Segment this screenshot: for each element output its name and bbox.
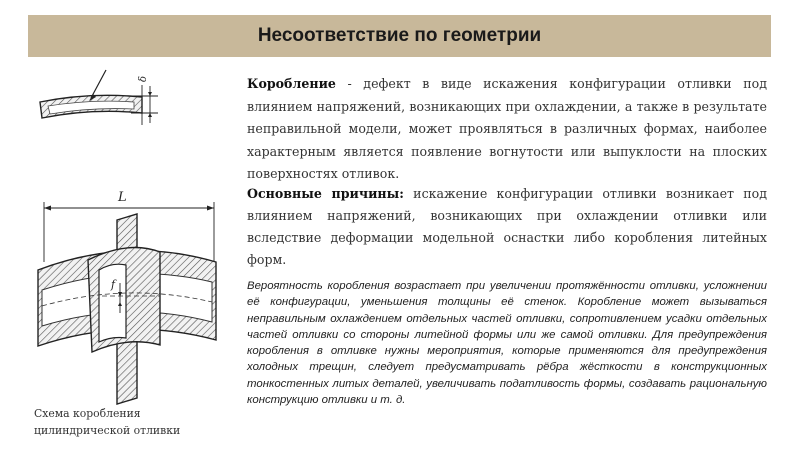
f-label: f bbox=[111, 278, 116, 291]
causes-paragraph bbox=[247, 183, 767, 271]
warped-plate-figure bbox=[40, 70, 158, 125]
L-label: L bbox=[118, 190, 127, 205]
note-paragraph: Вероятность коробления возрастает при увеличении протяжённости отливки, усложнении её конфигурации, уменьшения толщины её стенок. Коробление может вызываться неправильным охлаждением отдельных частей отливки, сопротивлением усадки отдельных частей отливки со стороны литейной формы или же самой отливки. Для предупреждения коробления в отливке нужны мероприятия, которые применяются для предупреждения холодных трещин, следует предусматривать рёбра жёсткости в конструкционных тонкостенных литых деталей, увеличивать податливость формы, создавать рациональную конструкцию отливки и т. д. bbox=[247, 280, 767, 407]
figure-caption: Схема коробления цилиндрической отливки bbox=[34, 407, 181, 437]
definition-paragraph bbox=[247, 73, 767, 186]
definition-text: - дефект в виде искажения конфигурации отливки под влиянием напряжений, возникающих при охлаждении, а также в результате неправильной модели, может проявляться в различных формах, наиболее характерным является появление вогнутости или выпуклости на плоских поверхностях отливок. bbox=[247, 76, 767, 181]
causes-term: Основные причины: bbox=[247, 186, 404, 201]
delta-label: δ bbox=[138, 75, 149, 82]
causes-text: искажение конфигурации отливки возникает под влиянием напряжений, возникающих при охлаждении отливки или вследствие деформации модельной оснастки либо коробления литейных форм. bbox=[247, 186, 767, 267]
cylindrical-casting-figure bbox=[38, 190, 216, 404]
definition-term: Коробление bbox=[247, 76, 336, 91]
page-title: Несоответствие по геометрии bbox=[257, 25, 542, 46]
